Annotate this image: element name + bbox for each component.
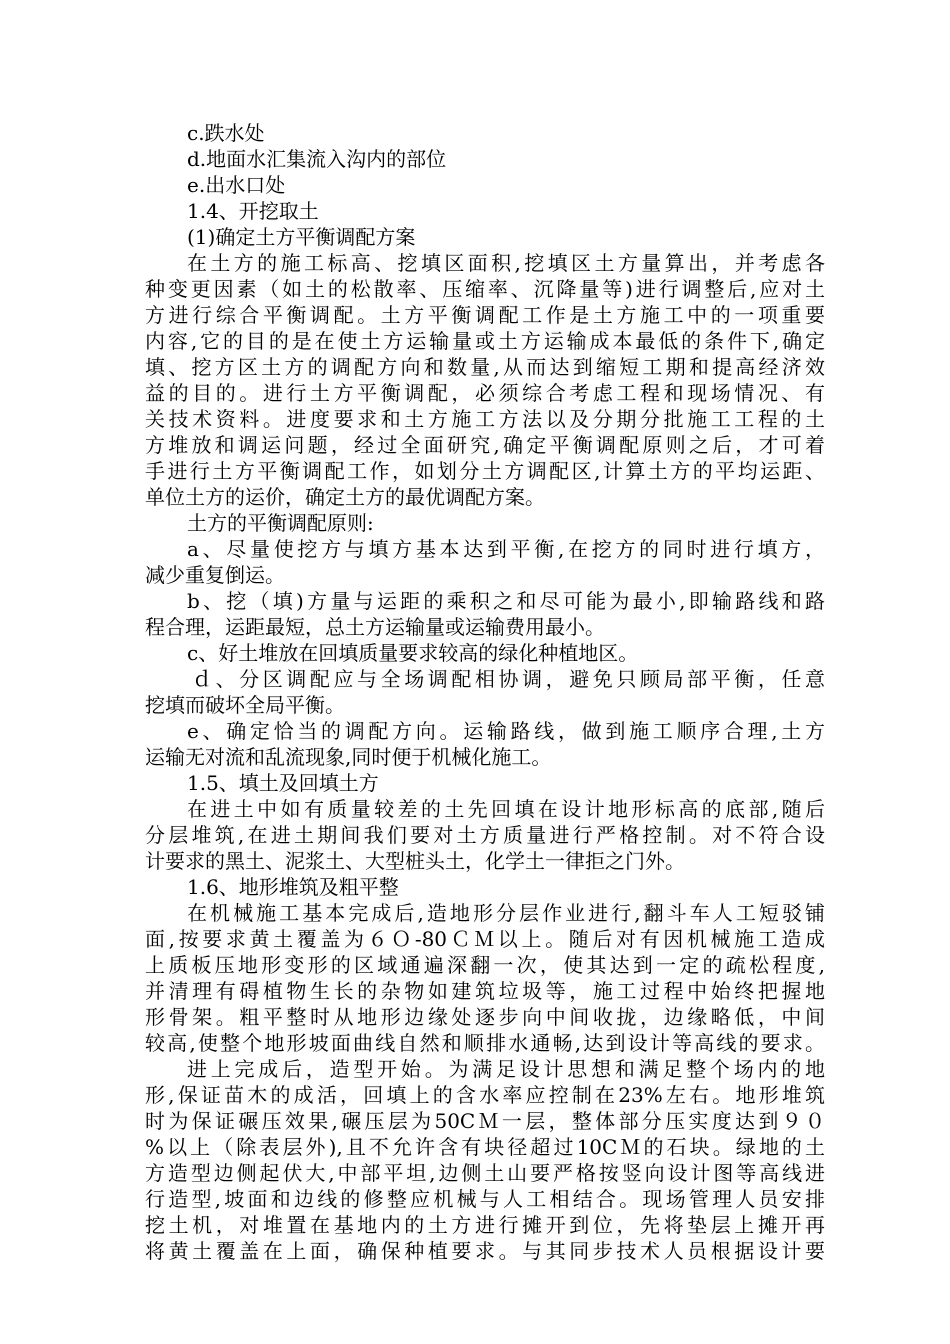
- paragraph-line: 方造型边侧起伏大,中部平坦,边侧土山要严格按竖向设计图等高线进: [145, 1161, 825, 1185]
- paragraph-line: 分层堆筑,在进土期间我们要对土方质量进行严格控制。对不符合设: [145, 823, 825, 847]
- paragraph-line: 上质板压地形变形的区域通遍深翻一次，使其达到一定的疏松程度,: [145, 953, 825, 977]
- paragraph-line: 进上完成后，造型开始。为满足设计思想和满足整个场内的地: [187, 1057, 825, 1081]
- paragraph-line: 填、挖方区土方的调配方向和数量,从而达到缩短工期和提高经济效: [145, 355, 825, 379]
- paragraph-line: 种变更因素（如土的松散率、压缩率、沉降量等)进行调整后,应对土: [145, 277, 825, 301]
- paragraph-line: 较高,使整个地形坡面曲线自然和顺排水通畅,达到设计等高线的要求。: [145, 1031, 825, 1055]
- paragraph-line: 计要求的黑土、泥浆土、大型桩头土，化学土一律拒之门外。: [145, 849, 685, 873]
- principle-d-cont: 挖填而破坏全局平衡。: [145, 693, 345, 717]
- paragraph-line: 在机械施工基本完成后,造地形分层作业进行,翻斗车人工短驳铺: [187, 901, 825, 925]
- paragraph-line: 将黄土覆盖在上面，确保种植要求。与其同步技术人员根据设计要: [145, 1239, 825, 1263]
- paragraph-line: 在土方的施工标高、挖填区面积,挖填区土方量算出，并考虑各: [187, 251, 825, 275]
- paragraph-line: 内容,它的目的是在使土方运输量或土方运输成本最低的条件下,确定: [145, 329, 825, 353]
- principle-a-cont: 减少重复倒运。: [145, 563, 285, 587]
- paragraph-line: %以上（除表层外),且不允许含有块径超过10CＭ的石块。绿地的土: [145, 1135, 825, 1159]
- paragraph-line: 行造型,坡面和边线的修整应机械与人工相结合。现场管理人员安排: [145, 1187, 825, 1211]
- principle-c: c、好土堆放在回填质量要求较高的绿化种植地区。: [187, 641, 639, 665]
- subsection-heading: (1)确定土方平衡调配方案: [187, 225, 416, 249]
- principle-e: e、确定恰当的调配方向。运输路线，做到施工顺序合理,土方: [187, 719, 825, 743]
- principle-b-cont: 程合理，运距最短，总土方运输量或运输费用最小。: [145, 615, 605, 639]
- document-body: [145, 120, 825, 1264]
- section-heading-1-6: 1.6、地形堆筑及粗平整: [187, 875, 399, 899]
- paragraph-line: 方堆放和调运问题，经过全面研究,确定平衡调配原则之后，才可着: [145, 433, 825, 457]
- paragraph-line: 形骨架。粗平整时从地形边缘处逐步向中间收拢，边缘略低，中间: [145, 1005, 825, 1029]
- principle-a: a、尽量使挖方与填方基本达到平衡,在挖方的同时进行填方，: [187, 537, 825, 561]
- principles-heading: 土方的平衡调配原则:: [187, 511, 374, 535]
- principle-e-cont: 运输无对流和乱流现象,同时便于机械化施工。: [145, 745, 552, 769]
- list-item-e: e.出水口处: [187, 173, 286, 197]
- principle-d: ｄ、分区调配应与全场调配相协调，避免只顾局部平衡，任意: [192, 667, 825, 691]
- paragraph-line: 挖土机，对堆置在基地内的土方进行摊开到位，先将垫层上摊开再: [145, 1213, 825, 1237]
- principle-b: b、挖（填)方量与运距的乘积之和尽可能为最小,即输路线和路: [187, 589, 825, 613]
- paragraph-line: 在进土中如有质量较差的土先回填在设计地形标高的底部,随后: [187, 797, 825, 821]
- paragraph-line: 益的目的。进行土方平衡调配，必须综合考虑工程和现场情况、有: [145, 381, 825, 405]
- paragraph-line: 手进行土方平衡调配工作，如划分土方调配区,计算土方的平均运距、: [145, 459, 825, 483]
- section-heading-1-5: 1.5、填土及回填土方: [187, 771, 379, 795]
- paragraph-line: 关技术资料。进度要求和土方施工方法以及分期分批施工工程的土: [145, 407, 825, 431]
- paragraph-line: 面,按要求黄土覆盖为６Ｏ-80ＣＭ以上。随后对有因机械施工造成: [145, 927, 825, 951]
- paragraph-line: 形,保证苗木的成活，回填上的含水率应控制在23%左右。地形堆筑: [145, 1083, 825, 1107]
- paragraph-line: 时为保证碾压效果,碾压层为50CＭ一层，整体部分压实度达到９０: [145, 1109, 825, 1133]
- paragraph-line: 方进行综合平衡调配。土方平衡调配工作是土方施工中的一项重要: [145, 303, 825, 327]
- list-item-c: c.跌水处: [187, 121, 265, 145]
- list-item-d: d.地面水汇集流入沟内的部位: [187, 147, 447, 171]
- section-heading-1-4: 1.4、开挖取土: [187, 199, 319, 223]
- paragraph-line: 并清理有碍植物生长的杂物如建筑垃圾等，施工过程中始终把握地: [145, 979, 825, 1003]
- paragraph-line: 单位土方的运价，确定土方的最优调配方案。: [145, 485, 545, 509]
